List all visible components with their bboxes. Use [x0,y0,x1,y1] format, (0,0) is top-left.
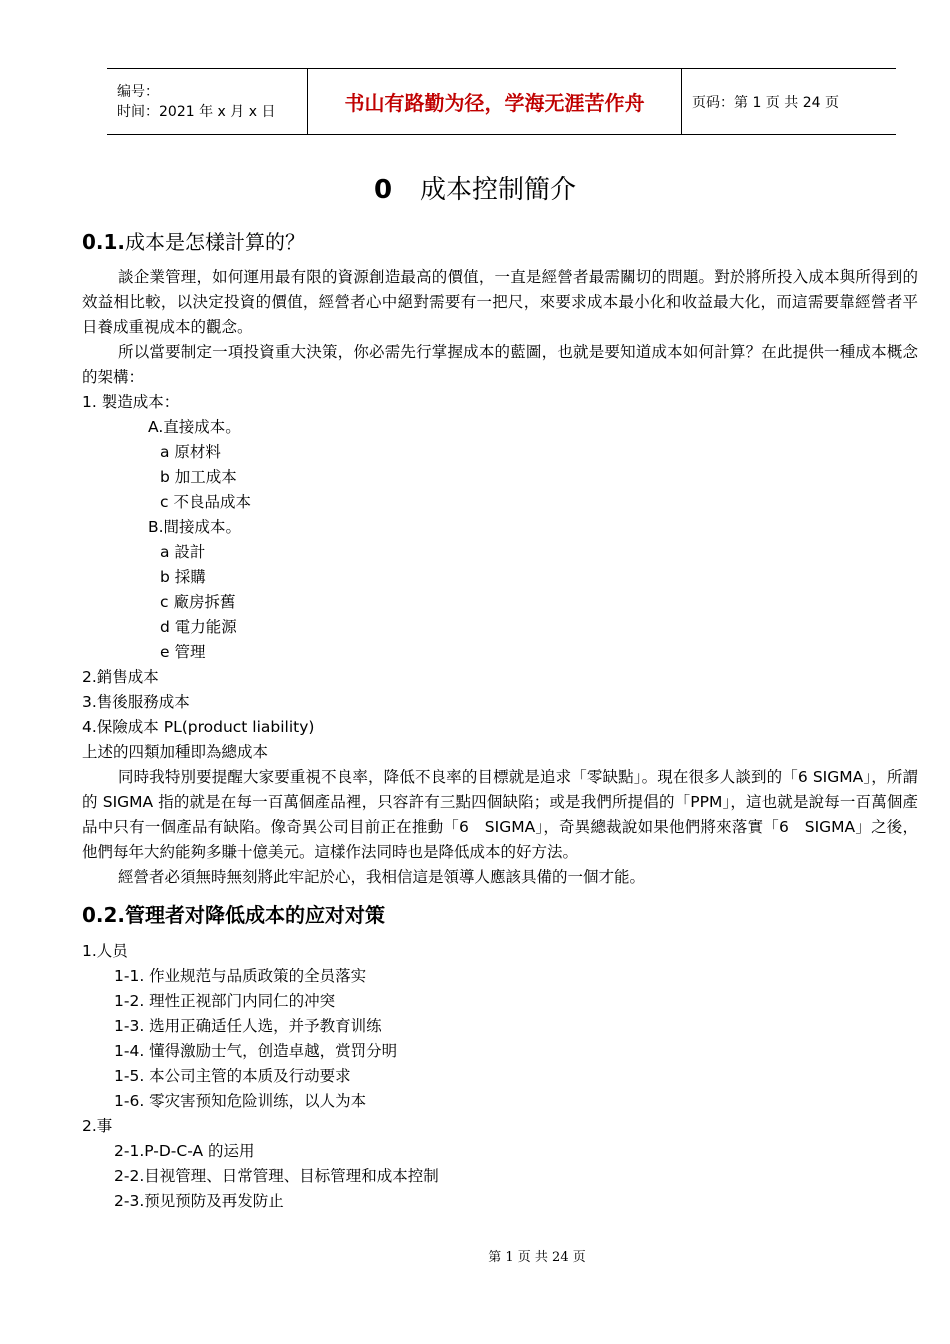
list-item: b 加工成本 [160,468,237,486]
list-item: 2-2.目视管理、日常管理、目标管理和成本控制 [114,1167,439,1185]
paragraph: 談企業管理，如何運用最有限的資源創造最高的價值，一直是經營者最需關切的問題。對於將所投入成本與所得到的效益相比較，以決定投資的價值，經營者心中絕對需要有一把尺，來要求成本最小化和收益最大化，而這需要靠經營者平日養成重視成本的觀念。 [82,268,918,336]
list-item: 1-4. 懂得激励士气，创造卓越，赏罚分明 [114,1042,398,1060]
header-page-info [682,69,896,134]
paragraph: 經營者必須無時無刻將此牢記於心，我相信這是領導人應該具備的一個才能。 [118,868,646,886]
list-item: 1-3. 选用正确适任人选，并予教育训练 [114,1017,382,1035]
footer-page-number: 第 1 页 共 24 页 [488,1250,586,1265]
list-item: c 廠房拆舊 [160,593,236,611]
list-item: b 採購 [160,568,206,586]
list-item: 2-1.P-D-C-A 的运用 [114,1142,255,1160]
list-item: 3.售後服務成本 [82,693,190,711]
list-item: e 管理 [160,643,206,661]
chapter-title: 成本控制簡介 [420,175,577,205]
paragraph: 所以當要制定一項投資重大決策，你必需先行掌握成本的藍圖，也就是要知道成本如何計算？在此提供一種成本概念的架構： [82,343,918,386]
list-item: 2.事 [82,1117,113,1135]
list-item: 1-2. 理性正视部门内同仁的冲突 [114,992,336,1010]
page-title [0,170,950,210]
list-item: a 設計 [160,543,206,561]
list-item: 1-6. 零灾害预知危险训练，以人为本 [114,1092,367,1110]
header-motto [308,69,682,134]
summary-line: 上述的四類加種即為總成本 [82,743,269,761]
paragraph: 同時我特別要提醒大家要重視不良率，降低不良率的目標就是追求「零缺點」。現在很多人談到的「6 SIGMA」，所謂的 SIGMA 指的就是在每一百萬個產品裡，只容許有三點四個缺陷；或是我們所提倡的「PPM」，這也就是說每一百萬個產品中只有一個產品有缺陷。像奇異公司目前正在推動「6 SIGMA」，奇異總裁說如果他們將來落實「6 SIGMA」之後，他們每年大約能夠多賺十億美元。這樣作法同時也是降低成本的好方法。 [82,768,918,861]
list-item: B.間接成本。 [148,518,242,536]
list-item: 1.人员 [82,942,128,960]
list-item: c 不良品成本 [160,493,251,511]
section-number: 0.1. [82,230,126,254]
chapter-number: 0 [373,175,393,205]
list-item: 1-5. 本公司主管的本质及行动要求 [114,1067,351,1085]
section-title: 成本是怎樣計算的？ [125,230,306,254]
list-item: A.直接成本。 [148,418,241,436]
document-header [107,68,896,135]
page-info-text: 页码：第 1 页 共 24 页 [692,94,839,111]
list-item: 1-1. 作业规范与品质政策的全员落实 [114,967,367,985]
section-heading-0-2: 0.2.管理者对降低成本的应对对策 [82,903,386,927]
page-footer [0,1246,950,1265]
list-item: 2-3.预见预防及再发防止 [114,1192,284,1210]
section-heading-0-1 [82,227,918,257]
document-number-label: 编号： [117,83,159,100]
list-item: 1. 製造成本： [82,393,180,411]
motto-text: 书山有路勤为径，学海无涯苦作舟 [344,91,645,115]
list-item: a 原材料 [160,443,221,461]
list-item: 2.銷售成本 [82,668,159,686]
document-body [82,227,918,1214]
header-meta [107,69,308,134]
list-item: 4.保險成本 PL(product liability) [82,718,315,736]
list-item: d 電力能源 [160,618,237,636]
document-time: 时间：2021 年 x 月 x 日 [117,103,276,120]
